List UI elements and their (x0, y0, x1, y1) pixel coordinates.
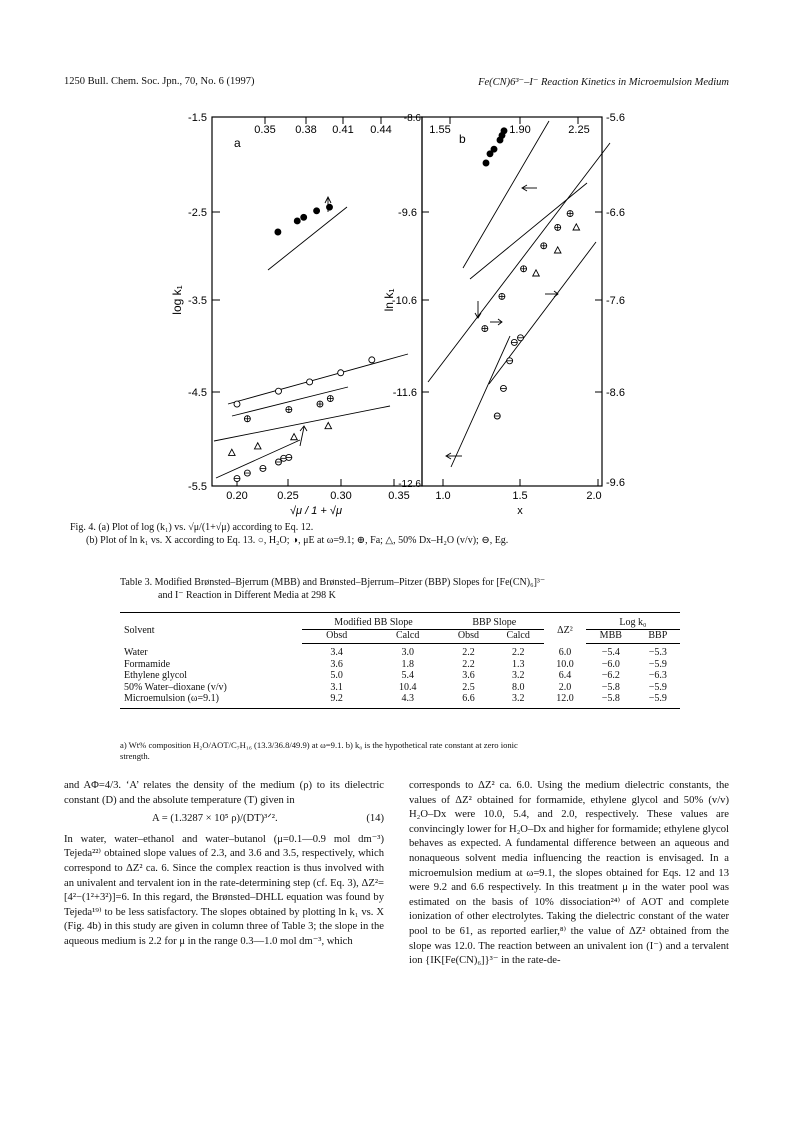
panel-a-left-tick: -5.5 (188, 481, 207, 493)
col-logk-bbp: BBP (636, 629, 680, 644)
panel-a-top-tick: 0.41 (332, 124, 354, 136)
panel-b-ylabel: ln k₁ (382, 288, 396, 312)
panel-b-top-tick: 1.90 (509, 124, 531, 136)
cell: −5.8 (601, 681, 620, 693)
data-point (254, 443, 261, 449)
panel-b-right-tick: -6.6 (606, 207, 625, 219)
cell: −6.2 (601, 670, 620, 681)
panel-a-bottom-tick: 0.25 (277, 490, 299, 502)
cell: 2.2 (462, 658, 475, 670)
panel-b-letter: b (459, 132, 466, 146)
panel-b-left-tick: -9.6 (398, 207, 417, 219)
panel-b-bottom-tick: 1.5 (512, 490, 528, 502)
cell: 5.0 (330, 670, 343, 681)
cell: 3.4 (330, 647, 343, 658)
col-bbp-calcd: Calcd (492, 629, 544, 644)
data-point (338, 370, 344, 376)
data-point (533, 270, 540, 276)
panel-a-left-tick: -2.5 (188, 207, 207, 219)
cell: 6.4 (558, 670, 572, 681)
table-row (120, 659, 680, 671)
cell: −6.3 (648, 670, 667, 681)
data-point (301, 214, 307, 220)
data-point (286, 454, 292, 460)
panel-b-bottom-tick: 1.0 (435, 490, 451, 502)
col-mbb-calcd: Calcd (371, 629, 445, 644)
cell: 2.5 (462, 681, 475, 693)
panel-a-bottom-tick: 0.20 (226, 490, 248, 502)
text-column-left (64, 779, 384, 950)
running-header-right: Fe(CN)6³⁻–I⁻ Reaction Kinetics in Microemulsion Medium (478, 77, 729, 88)
data-point (229, 449, 236, 455)
equation-number: (14) (366, 813, 384, 825)
panel-b-top-tick: 1.55 (429, 124, 451, 136)
col-solvent: Solvent (124, 624, 155, 636)
cell: 1.3 (511, 658, 525, 670)
cell: 3.6 (330, 658, 343, 670)
cell: 9.2 (302, 693, 370, 708)
panel-b-left-tick: -12.6 (398, 479, 421, 490)
cell: 1.8 (401, 658, 414, 670)
panel-a-letter: a (234, 136, 241, 150)
running-header-left: 1250 Bull. Chem. Soc. Jpn., 70, No. 6 (1997) (64, 76, 255, 87)
data-point (483, 160, 489, 166)
data-point (554, 247, 561, 253)
table-row (120, 644, 680, 659)
figure-caption (70, 521, 740, 547)
panel-a-ylabel: log k₁ (170, 285, 184, 315)
table-note-line-1: a) Wt% composition H₂O/AOT/C₇H₁₆ (13.3/36.8/49.9) at ω=9.1. b) k₀ is the hypothetical rate constant at zero ionic (120, 740, 518, 750)
table-title (120, 576, 680, 602)
cell: 2.2 (462, 647, 475, 658)
cell: 12.0 (544, 693, 586, 708)
data-point (491, 146, 497, 152)
panel-a-top-tick: 0.35 (254, 124, 276, 136)
cell: 5.4 (401, 670, 414, 681)
panel-b-right-tick: -7.6 (606, 295, 625, 307)
data-point (275, 388, 281, 394)
data-point (234, 401, 240, 407)
data-point (507, 358, 513, 364)
data-point (244, 470, 250, 476)
data-point (244, 416, 250, 422)
cell: 4.3 (371, 693, 445, 708)
col-mbb-obsd: Obsd (302, 629, 370, 644)
equation-body: A = (1.3287 × 10⁵ ρ)/(DT)³ᐟ². (152, 813, 278, 825)
data-point (494, 413, 500, 419)
data-point (573, 224, 580, 230)
cell: −6.0 (601, 658, 620, 670)
panel-b-bottom-tick: 2.0 (586, 490, 602, 502)
cell-solvent: Water (124, 646, 148, 658)
cell: 6.6 (445, 693, 493, 708)
table-title-line-1: Table 3. Modified Brønsted–Bjerrum (MBB) and Brønsted–Bjerrum–Pitzer (BBP) Slopes for [Fe(CN)₆]³⁻ (120, 577, 546, 588)
text-column-right (409, 779, 729, 969)
panel-b-frame (422, 117, 602, 486)
data-point (286, 407, 292, 413)
data-point (555, 224, 561, 230)
paragraph: corresponds to ΔZ² ca. 6.0. Using the medium dielectric constants, the values of ΔZ² obtained for formamide, ethylene glycol and 50% (v/v) H₂O–Dx were 10.0, 5.4, and 2.0, respectively. These values are convincingly lower for H₂O–Dx and higher for formamide; ethylene glycol behaves as expected. A fundamental difference between an aqueous and nonaqueous solvent media influencing the reaction is envisaged. In a microemulsion medium at ω=9.1, the slopes obtained for Eqs. 12 and 13 were 9.2 and 6.6 respectively. In this treatment μ in the water pool was estimated on the basis of 10% dissociation²⁴⁾ of AOT and complete ionization of other electrolytes. Taking the dielectric constant of the water pool to be 61, as reported earlier,⁸⁾ the value of ΔZ² obtained from the slope was 12.0. The reaction between an univalent ion (I⁻) and a tervalent ion {IK[Fe(CN)₆]}³⁻ in the rate-de- (409, 780, 729, 967)
cell: −5.3 (648, 647, 667, 658)
cell: 8.0 (511, 681, 525, 693)
col-bbp-slope: BBP Slope (445, 613, 544, 630)
data-point (482, 326, 488, 332)
panel-a-left-tick: -1.5 (188, 112, 207, 124)
equation-14 (64, 812, 384, 827)
cell: 3.2 (492, 693, 544, 708)
cell: 3.2 (511, 670, 525, 681)
data-point (521, 266, 527, 272)
cell-solvent: Formamide (124, 658, 171, 670)
panel-b-right-tick: -5.6 (606, 112, 625, 124)
col-bbp-obsd: Obsd (445, 629, 493, 644)
data-point (291, 434, 298, 440)
data-point (317, 401, 323, 407)
data-point (327, 204, 333, 210)
cell: −5.9 (648, 681, 667, 693)
cell: 3.6 (462, 670, 475, 681)
col-delta-z2: ΔZ² (557, 624, 573, 636)
data-point (260, 465, 266, 471)
table-row (120, 682, 680, 694)
data-point (307, 379, 313, 385)
panel-a-bottom-tick: 0.35 (388, 490, 410, 502)
cell: 6.0 (558, 646, 572, 658)
cell: 3.1 (330, 681, 343, 693)
data-point (234, 476, 240, 482)
data-point (314, 208, 320, 214)
col-log-k0: Log k₀ (586, 613, 680, 630)
panel-a-top-tick: 0.38 (295, 124, 317, 136)
data-point (499, 293, 505, 299)
data-point (500, 385, 506, 391)
table-notes (120, 740, 680, 762)
data-point (541, 243, 547, 249)
table-3 (120, 612, 680, 709)
cell-solvent: Microemulsion (ω=9.1) (120, 693, 302, 708)
caption-line-2: (b) Plot of ln k₁ vs. X according to Eq. 13. ○, H₂O; ◑, μE at ω=9.1; ⊕, Fa; △, 50% Dx–H₂O (v/v); ⊖, Eg. (86, 535, 509, 546)
data-point (327, 396, 333, 402)
data-point (501, 128, 507, 134)
data-point (511, 339, 517, 345)
cell: −5.4 (601, 647, 620, 658)
data-point (275, 459, 281, 465)
data-point (518, 335, 524, 341)
col-logk-mbb: MBB (586, 629, 636, 644)
cell: 2.2 (511, 647, 525, 658)
panel-b-left-tick: -10.6 (391, 295, 417, 307)
data-point (567, 211, 573, 217)
panel-b-top-tick: 2.25 (568, 124, 590, 136)
panel-a-top-tick: 0.44 (370, 124, 392, 136)
table-title-line-2: and I⁻ Reaction in Different Media at 298 K (158, 590, 336, 601)
cell: 10.4 (398, 681, 417, 693)
paragraph: In water, water–ethanol and water–butanol (μ=0.1—0.9 mol dm⁻³) Tejeda²²⁾ obtained slope values of 2.3, and 3.6 and 3.5, respectively, which correspond to ΔZ² ca. 6. Since the complex reaction is thus involved with an univalent and tervalent ion in the rate-determining step (cf. Eq. 3), ΔZ²=[4²−(1²+3²)]=6. In this regard, the Brønsted–DHLL equation was found by Tejeda¹⁹⁾ to be less satisfactory. The slopes obtained by plotting ln k₁ vs. X (Fig. 4b) in this study are given in column three of Table 3; the slope in the aqueous medium is 2.2 for μ in the range 0.3—1.0 mol dm⁻³, which (64, 833, 384, 947)
panel-b-right-tick: -8.6 (606, 387, 625, 399)
panel-b-left-tick: -11.6 (392, 387, 417, 399)
cell: 2.0 (558, 681, 572, 693)
panel-b-xlabel: x (517, 505, 523, 517)
panel-b-left-tick: -8.6 (403, 113, 421, 124)
data-point (369, 357, 375, 363)
cell: −5.8 (586, 693, 636, 708)
cell: 3.0 (401, 647, 414, 658)
panel-a-left-tick: -4.5 (188, 387, 207, 399)
cell: −5.9 (636, 693, 680, 708)
panel-a-xlabel: √μ / 1 + √μ (290, 505, 342, 517)
table-note-line-2: strength. (120, 751, 150, 761)
caption-line-1: Fig. 4. (a) Plot of log (k₁) vs. √μ/(1+√μ) according to Eq. 12. (70, 522, 314, 533)
col-mbb-slope: Modified BB Slope (302, 613, 444, 630)
panel-b-right-tick: -9.6 (606, 477, 625, 489)
paragraph: and AΦ=4/3. ‘A’ relates the density of the medium (ρ) to its dielectric constant (D) and the absolute temperature (T) given in (64, 780, 384, 806)
data-point (294, 218, 300, 224)
cell-solvent: Ethylene glycol (124, 670, 188, 681)
panel-a-bottom-tick: 0.30 (330, 490, 352, 502)
table-row (120, 670, 680, 682)
panel-a-left-tick: -3.5 (188, 295, 207, 307)
data-point (275, 229, 281, 235)
figure-4 (0, 0, 793, 520)
cell-solvent: 50% Water–dioxane (v/v) (124, 681, 227, 693)
table-row (120, 693, 680, 708)
data-point (325, 423, 332, 429)
cell: −5.9 (648, 658, 667, 670)
cell: 10.0 (556, 658, 574, 670)
